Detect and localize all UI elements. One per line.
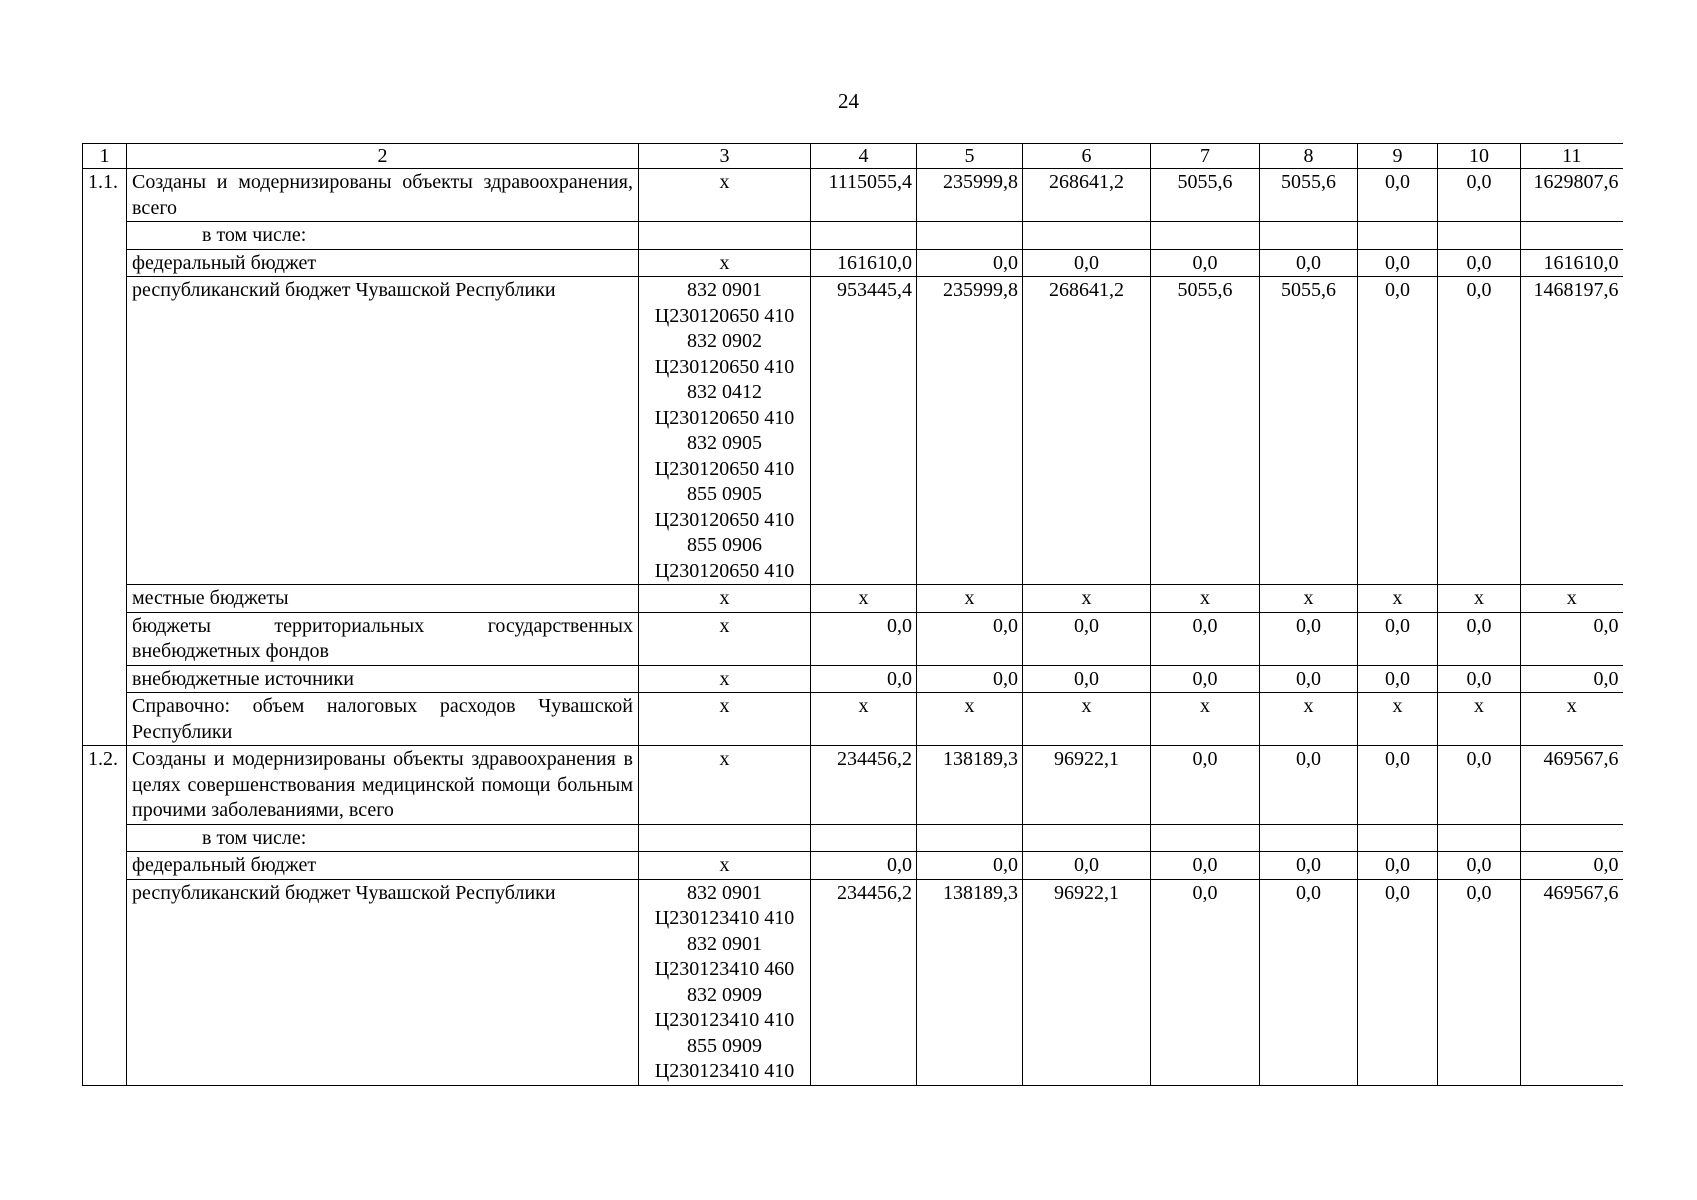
value-col-4: 953445,4 (811, 277, 917, 585)
budget-code: 832 0905 (687, 432, 762, 454)
table-row (83, 879, 1623, 1085)
value-col-8: 0,0 (1260, 852, 1358, 880)
table-row (83, 612, 1623, 665)
row-description: республиканский бюджет Чувашской Республики (127, 879, 639, 1085)
column-number: 2 (127, 144, 639, 169)
value-col-5: 0,0 (917, 852, 1023, 880)
value-col-4: х (811, 585, 917, 613)
column-number-row (83, 144, 1623, 169)
value-col-10: 0,0 (1438, 277, 1521, 585)
value-col-8: х (1260, 585, 1358, 613)
value-col-11: х (1521, 693, 1623, 746)
value-col-10 (1438, 824, 1521, 852)
value-col-11: 1629807,6 (1521, 169, 1623, 222)
budget-code: Ц230120650 410 (654, 559, 795, 582)
value-col-7: 0,0 (1151, 612, 1260, 665)
value-col-11: 1468197,6 (1521, 277, 1623, 585)
value-col-5: 138189,3 (917, 879, 1023, 1085)
budget-code: 832 0901 (687, 279, 762, 301)
value-col-4: 0,0 (811, 852, 917, 880)
value-col-8: х (1260, 693, 1358, 746)
budget-code: х (719, 748, 730, 770)
value-col-6: 0,0 (1023, 612, 1151, 665)
budget-code: х (719, 251, 730, 274)
value-col-4 (811, 824, 917, 852)
section-number: 1.2. (83, 746, 127, 1086)
value-col-9: 0,0 (1358, 169, 1438, 222)
budget-code: 832 0901 (687, 932, 762, 955)
value-col-4: х (811, 693, 917, 746)
value-col-10: 0,0 (1438, 746, 1521, 825)
value-col-11: 469567,6 (1521, 746, 1623, 825)
value-col-8: 5055,6 (1260, 277, 1358, 585)
value-col-7 (1151, 222, 1260, 250)
value-col-8: 0,0 (1260, 665, 1358, 693)
value-col-6: 96922,1 (1023, 879, 1151, 1085)
column-number: 3 (639, 144, 811, 169)
value-col-9: 0,0 (1358, 879, 1438, 1085)
row-description: Справочно: объем налоговых расходов Чувашской Республики (127, 693, 639, 746)
row-description: республиканский бюджет Чувашской Республики (127, 277, 639, 585)
value-col-4 (811, 222, 917, 250)
budget-code-cell (639, 824, 811, 852)
value-col-7: х (1151, 693, 1260, 746)
value-col-10: х (1438, 585, 1521, 613)
value-col-8: 0,0 (1260, 879, 1358, 1085)
table-row (83, 665, 1623, 693)
budget-code: Ц230120650 410 (654, 457, 795, 480)
budget-code-cell (639, 585, 811, 613)
budget-code: Ц230123410 410 (654, 1009, 795, 1031)
column-number: 4 (811, 144, 917, 169)
table-row (83, 277, 1623, 585)
value-col-4: 234456,2 (811, 746, 917, 825)
table-row (83, 222, 1623, 250)
value-col-9: х (1358, 693, 1438, 746)
value-col-5: 235999,8 (917, 169, 1023, 222)
row-description: в том числе: (127, 824, 639, 852)
column-number: 11 (1521, 144, 1623, 169)
value-col-7: 0,0 (1151, 879, 1260, 1085)
value-col-5: 235999,8 (917, 277, 1023, 585)
budget-code: Ц230123410 410 (654, 1060, 795, 1082)
value-col-7: 5055,6 (1151, 277, 1260, 585)
value-col-6: х (1023, 585, 1151, 613)
budget-code: 855 0905 (687, 483, 762, 505)
budget-code-cell (639, 665, 811, 693)
value-col-5 (917, 222, 1023, 250)
budget-code: Ц230120650 410 (654, 304, 795, 327)
value-col-6: 0,0 (1023, 852, 1151, 880)
budget-code-cell (639, 222, 811, 250)
value-col-11 (1521, 824, 1623, 852)
budget-code-cell (639, 746, 811, 825)
value-col-7: 0,0 (1151, 249, 1260, 277)
value-col-11: 161610,0 (1521, 249, 1623, 277)
row-description: Созданы и модернизированы объекты здравоохранения, всего (127, 169, 639, 222)
column-number: 9 (1358, 144, 1438, 169)
column-number: 7 (1151, 144, 1260, 169)
row-description: федеральный бюджет (127, 249, 639, 277)
value-col-11: 0,0 (1521, 612, 1623, 665)
value-col-4: 1115055,4 (811, 169, 917, 222)
value-col-8: 0,0 (1260, 612, 1358, 665)
value-col-10: 0,0 (1438, 879, 1521, 1085)
table-row (83, 693, 1623, 746)
budget-code-cell (639, 169, 811, 222)
value-col-6: х (1023, 693, 1151, 746)
value-col-7 (1151, 824, 1260, 852)
value-col-10: 0,0 (1438, 612, 1521, 665)
budget-code: 855 0906 (687, 534, 762, 556)
value-col-9: 0,0 (1358, 746, 1438, 825)
budget-code: х (719, 695, 730, 717)
table-row (83, 852, 1623, 880)
value-col-4: 0,0 (811, 612, 917, 665)
budget-code: х (719, 171, 730, 193)
value-col-4: 0,0 (811, 665, 917, 693)
value-col-11: 469567,6 (1521, 879, 1623, 1085)
budget-code-cell (639, 249, 811, 277)
value-col-5: 0,0 (917, 249, 1023, 277)
budget-code: Ц230120650 410 (654, 406, 795, 429)
value-col-9 (1358, 824, 1438, 852)
budget-code-cell (639, 693, 811, 746)
column-number: 6 (1023, 144, 1151, 169)
budget-code: Ц230123410 460 (654, 958, 795, 980)
row-description: Созданы и модернизированы объекты здравоохранения в целях совершенствования медицинской помощи больным прочими заболеваниями, всего (127, 746, 639, 825)
value-col-5 (917, 824, 1023, 852)
row-description: федеральный бюджет (127, 852, 639, 880)
value-col-6 (1023, 222, 1151, 250)
column-number: 5 (917, 144, 1023, 169)
value-col-9: 0,0 (1358, 249, 1438, 277)
value-col-10: 0,0 (1438, 665, 1521, 693)
value-col-9: 0,0 (1358, 612, 1438, 665)
value-col-6: 0,0 (1023, 665, 1151, 693)
table-row (83, 824, 1623, 852)
value-col-9 (1358, 222, 1438, 250)
value-col-5: 138189,3 (917, 746, 1023, 825)
budget-code-cell (639, 879, 811, 1085)
value-col-8: 5055,6 (1260, 169, 1358, 222)
table-row (83, 746, 1623, 825)
budget-code: 832 0909 (687, 983, 762, 1006)
value-col-9: 0,0 (1358, 665, 1438, 693)
budget-code: 855 0909 (687, 1034, 762, 1057)
value-col-10: 0,0 (1438, 169, 1521, 222)
budget-code-cell (639, 277, 811, 585)
row-description: внебюджетные источники (127, 665, 639, 693)
budget-code: х (719, 667, 730, 690)
section-number: 1.1. (83, 169, 127, 746)
budget-code: 832 0412 (687, 381, 762, 403)
value-col-11 (1521, 222, 1623, 250)
value-col-5: 0,0 (917, 665, 1023, 693)
budget-table (82, 143, 1623, 1086)
page-number: 24 (838, 89, 859, 113)
value-col-9: х (1358, 585, 1438, 613)
value-col-8: 0,0 (1260, 746, 1358, 825)
value-col-6 (1023, 824, 1151, 852)
value-col-6: 268641,2 (1023, 169, 1151, 222)
budget-code: 832 0901 (687, 881, 762, 904)
budget-code: х (719, 614, 730, 637)
value-col-5: х (917, 693, 1023, 746)
value-col-11: 0,0 (1521, 665, 1623, 693)
budget-code-cell (639, 852, 811, 880)
value-col-10 (1438, 222, 1521, 250)
value-col-8 (1260, 222, 1358, 250)
value-col-9: 0,0 (1358, 277, 1438, 585)
row-description: бюджеты территориальных государственных внебюджетных фондов (127, 612, 639, 665)
value-col-7: х (1151, 585, 1260, 613)
value-col-5: 0,0 (917, 612, 1023, 665)
value-col-7: 5055,6 (1151, 169, 1260, 222)
value-col-7: 0,0 (1151, 746, 1260, 825)
value-col-6: 0,0 (1023, 249, 1151, 277)
row-description: местные бюджеты (127, 585, 639, 613)
table-row (83, 169, 1623, 222)
value-col-8: 0,0 (1260, 249, 1358, 277)
column-number: 8 (1260, 144, 1358, 169)
budget-code: х (719, 854, 730, 876)
value-col-4: 234456,2 (811, 879, 917, 1085)
table-row (83, 585, 1623, 613)
budget-code: 832 0902 (687, 330, 762, 352)
budget-code-cell (639, 612, 811, 665)
column-number: 10 (1438, 144, 1521, 169)
row-description: в том числе: (127, 222, 639, 250)
value-col-7: 0,0 (1151, 665, 1260, 693)
budget-code: х (719, 587, 730, 609)
value-col-10: 0,0 (1438, 249, 1521, 277)
column-number: 1 (83, 144, 127, 169)
value-col-7: 0,0 (1151, 852, 1260, 880)
table-row (83, 249, 1623, 277)
budget-code: Ц230120650 410 (654, 508, 795, 531)
value-col-10: 0,0 (1438, 852, 1521, 880)
value-col-10: х (1438, 693, 1521, 746)
value-col-9: 0,0 (1358, 852, 1438, 880)
value-col-11: 0,0 (1521, 852, 1623, 880)
value-col-6: 96922,1 (1023, 746, 1151, 825)
value-col-11: х (1521, 585, 1623, 613)
budget-code: Ц230120650 410 (654, 355, 795, 378)
value-col-8 (1260, 824, 1358, 852)
value-col-4: 161610,0 (811, 249, 917, 277)
value-col-5: х (917, 585, 1023, 613)
budget-code: Ц230123410 410 (654, 907, 795, 929)
value-col-6: 268641,2 (1023, 277, 1151, 585)
